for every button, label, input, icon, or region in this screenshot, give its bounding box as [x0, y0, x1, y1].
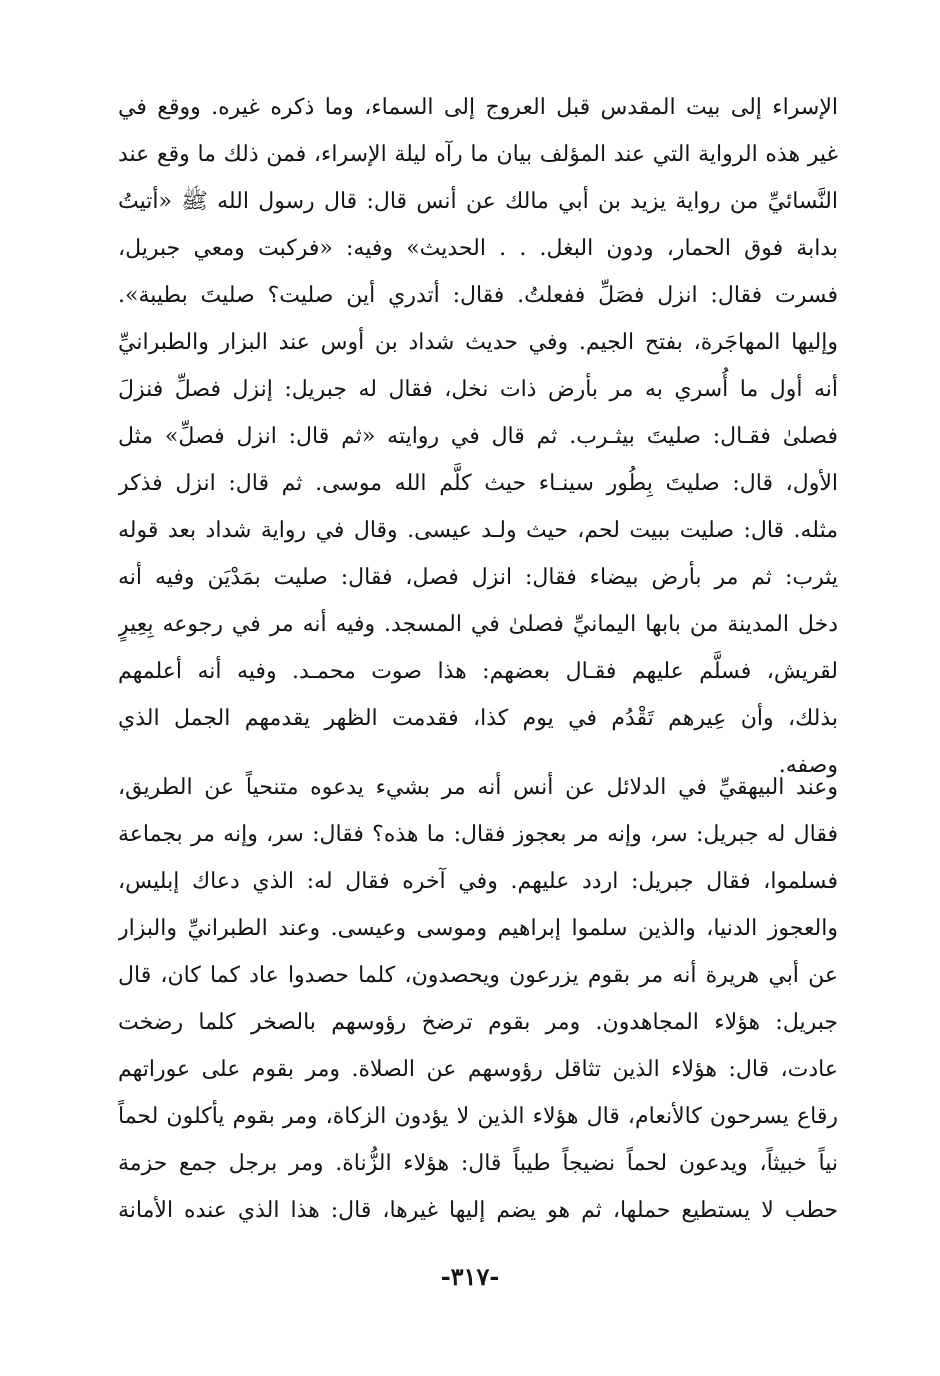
text-line: وعند البيهقيِّ في الدلائل عن أنس أنه مر بشيء يدعوه متنحياً عن الطريق، [118, 775, 838, 800]
text-line: فقال له جبريل: سر، وإنه مر بعجوز فقال: ما هذه؟ فقال: سر، وإنه مر بجماعة [118, 822, 838, 847]
text-line: يثرب: ثم مر بأرض بيضاء فقال: انزل فصل، فقال: صليت بمَدْيَن وفيه أنه [118, 565, 838, 590]
paragraph [118, 84, 838, 789]
text-line: وصفه. [778, 753, 838, 778]
text-line: مثله. قال: صليت ببيت لحم، حيث ولـد عيسى. وقال في رواية شداد بعد قوله [118, 518, 838, 543]
text-line: فصلىٰ فقـال: صليتَ بيثـرب. ثم قال في روايته «ثم قال: انزل فصلِّ» مثل [118, 424, 838, 449]
text-line: فسرت فقال: انزل فصَلِّ ففعلتُ. فقال: أتدري أين صليت؟ صليتَ بطيبة». [118, 283, 838, 308]
text-line: فسلموا، فقال جبريل: اردد عليهم. وفي آخره فقال له: الذي دعاك إبليس، [118, 869, 838, 894]
text-line: عادت، قال: هؤلاء الذين تثاقل رؤوسهم عن الصلاة. ومر بقوم على عوراتهم [118, 1057, 838, 1082]
text-line: والعجوز الدنيا، والذين سلموا إبراهيم وموسى وعيسى. وعند الطبرانيِّ والبزار [118, 916, 838, 941]
text-line: الأول، قال: صليتَ بِطُور سينـاء حيث كلَّم الله موسى. ثم قال: انزل فذكر [118, 471, 838, 496]
text-line: نياً خبيثاً، ويدعون لحماً نضيجاً طيباً قال: هؤلاء الزُّناة. ومر برجل جمع حزمة [118, 1151, 838, 1176]
text-line: بدابة فوق الحمار، ودون البغل. . . الحديث» وفيه: «فركبت ومعي جبريل، [118, 236, 838, 261]
text-line: وإليها المهاجَرة، بفتح الجيم. وفي حديث شداد بن أوس عند البزار والطبرانيِّ [118, 330, 838, 355]
text-line: غير هذه الرواية التي عند المؤلف بيان ما رآه ليلة الإسراء، فمن ذلك ما وقع عند [118, 142, 838, 167]
text-line: حطب لا يستطيع حملها، ثم هو يضم إليها غيرها، قال: هذا الذي عنده الأمانة [118, 1198, 838, 1223]
text-line: بذلك، وأن عِيرهم تَقْدُم في يوم كذا، فقدمت الظهر يقدمهم الجمل الذي [118, 706, 838, 731]
text-line: عن أبي هريرة أنه مر بقوم يزرعون ويحصدون، كلما حصدوا عاد كما كان، قال [118, 963, 838, 988]
paragraph [118, 764, 838, 1234]
text-line: النَّسائيِّ من رواية يزيد بن أبي مالك عن أنس قال: قال رسول الله ﷺ «أتيتُ [118, 189, 838, 214]
page-number: -٣١٧- [440, 1262, 500, 1291]
text-line: جبريل: هؤلاء المجاهدون. ومر بقوم ترضخ رؤوسهم بالصخر كلما رضخت [118, 1010, 838, 1035]
text-line: الإسراء إلى بيت المقدس قبل العروج إلى السماء، وما ذكره غيره. ووقع في [118, 95, 838, 120]
text-line: رقاع يسرحون كالأنعام، قال هؤلاء الذين لا يؤدون الزكاة، ومر بقوم يأكلون لحماً [118, 1104, 838, 1129]
text-line: دخل المدينة من بابها اليمانيِّ فصلىٰ في المسجد. وفيه أنه مر في رجوعه بِعِيرٍ [118, 612, 838, 637]
text-line: أنه أول ما أُسري به مر بأرض ذات نخل، فقال له جبريل: إنزل فصلِّ فنزلَ [118, 377, 838, 402]
text-line: لقريش، فسلَّم عليهم فقـال بعضهم: هذا صوت محمـد. وفيه أنه أعلمهم [118, 659, 838, 684]
